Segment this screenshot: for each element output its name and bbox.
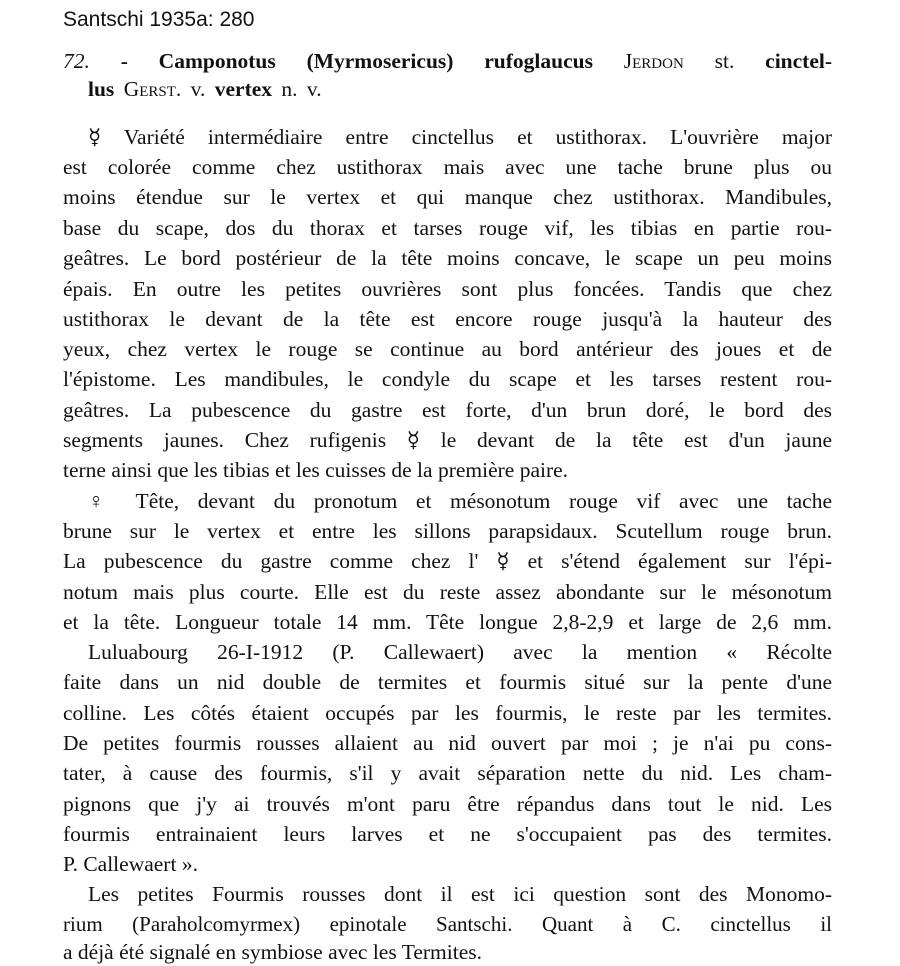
- body-line: ustithorax le devant de la tête est encore rouge jusqu'à la hauteur des: [63, 307, 832, 331]
- species-number: 72.: [63, 49, 90, 73]
- body-line: a déjà été signalé en symbiose avec les Termites.: [63, 940, 482, 964]
- body-line: ♀ Tête, devant du pronotum et mésonotum rouge vif avec une tache: [88, 489, 832, 513]
- author-jerdon: Jerdon: [623, 49, 684, 73]
- variety-name: vertex: [214, 77, 273, 101]
- rank-v: v.: [190, 77, 206, 101]
- body-line: rium (Paraholcomyrmex) epinotale Santschi. Quant à C. cinctellus il: [63, 912, 832, 936]
- subspecies-name-part2: lus: [88, 77, 115, 101]
- body-line: épais. En outre les petites ouvrières sont plus foncées. Tandis que chez: [63, 277, 832, 301]
- citation-header: Santschi 1935a: 280: [63, 8, 255, 31]
- body-line: Luluabourg 26-I-1912 (P. Callewaert) avec la mention « Récolte: [88, 640, 832, 664]
- body-line: yeux, chez vertex le rouge se continue au bord antérieur des joues et de: [63, 337, 832, 361]
- body-line: ☿ Variété intermédiaire entre cinctellus et ustithorax. L'ouvrière major: [88, 125, 832, 149]
- body-line: geâtres. Le bord postérieur de la tête moins concave, le scape un peu moins: [63, 246, 832, 270]
- body-line: et la tête. Longueur totale 14 mm. Tête longue 2,8-2,9 et large de 2,6 mm.: [63, 610, 832, 634]
- heading-line-2: [88, 75, 788, 103]
- body-line: faite dans un nid double de termites et fourmis situé sur la pente d'une: [63, 670, 832, 694]
- heading-line-1: [63, 47, 832, 75]
- body-line: geâtres. La pubescence du gastre est forte, d'un brun doré, le bord des: [63, 398, 832, 422]
- body-line: tater, à cause des fourmis, s'il y avait séparation nette du nid. Les cham-: [63, 761, 832, 785]
- body-line: fourmis entrainaient leurs larves et ne s'occupaient pas des termites.: [63, 822, 832, 846]
- genus-name: Camponotus (Myrmosericus) rufoglaucus: [158, 49, 593, 73]
- body-line: P. Callewaert ».: [63, 852, 198, 876]
- body-line: pignons que j'y ai trouvés m'ont paru être répandus dans tout le nid. Les: [63, 792, 832, 816]
- body-line: segments jaunes. Chez rufigenis ☿ le devant de la tête est d'un jaune: [63, 428, 832, 452]
- body-line: l'épistome. Les mandibules, le condyle du scape et les tarses restent rou-: [63, 367, 832, 391]
- body-line: moins étendue sur le vertex et qui manque chez ustithorax. Mandibules,: [63, 185, 832, 209]
- body-line: notum mais plus courte. Elle est du reste assez abondante sur le mésonotum: [63, 580, 832, 604]
- body-line: Les petites Fourmis rousses dont il est ici question sont des Monomo-: [88, 882, 832, 906]
- body-line: est colorée comme chez ustithorax mais avec une tache brune plus ou: [63, 155, 832, 179]
- body-line: De petites fourmis rousses allaient au nid ouvert par moi ; je n'ai pu cons-: [63, 731, 832, 755]
- rank-st: st.: [714, 49, 735, 73]
- author-gerst: Gerst.: [123, 77, 182, 101]
- new-variety-mark: n. v.: [281, 77, 322, 101]
- body-line: brune sur le vertex et entre les sillons parapsidaux. Scutellum rouge brun.: [63, 519, 832, 543]
- subspecies-name-part1: cinctel-: [765, 49, 833, 73]
- heading-dash: -: [120, 49, 128, 73]
- body-line: colline. Les côtés étaient occupés par les fourmis, le reste par les termites.: [63, 701, 832, 725]
- body-line: terne ainsi que les tibias et les cuisses de la première paire.: [63, 458, 569, 482]
- body-line: La pubescence du gastre comme chez l' ☿ et s'étend également sur l'épi-: [63, 549, 832, 573]
- body-line: base du scape, dos du thorax et tarses rouge vif, les tibias en partie rou-: [63, 216, 832, 240]
